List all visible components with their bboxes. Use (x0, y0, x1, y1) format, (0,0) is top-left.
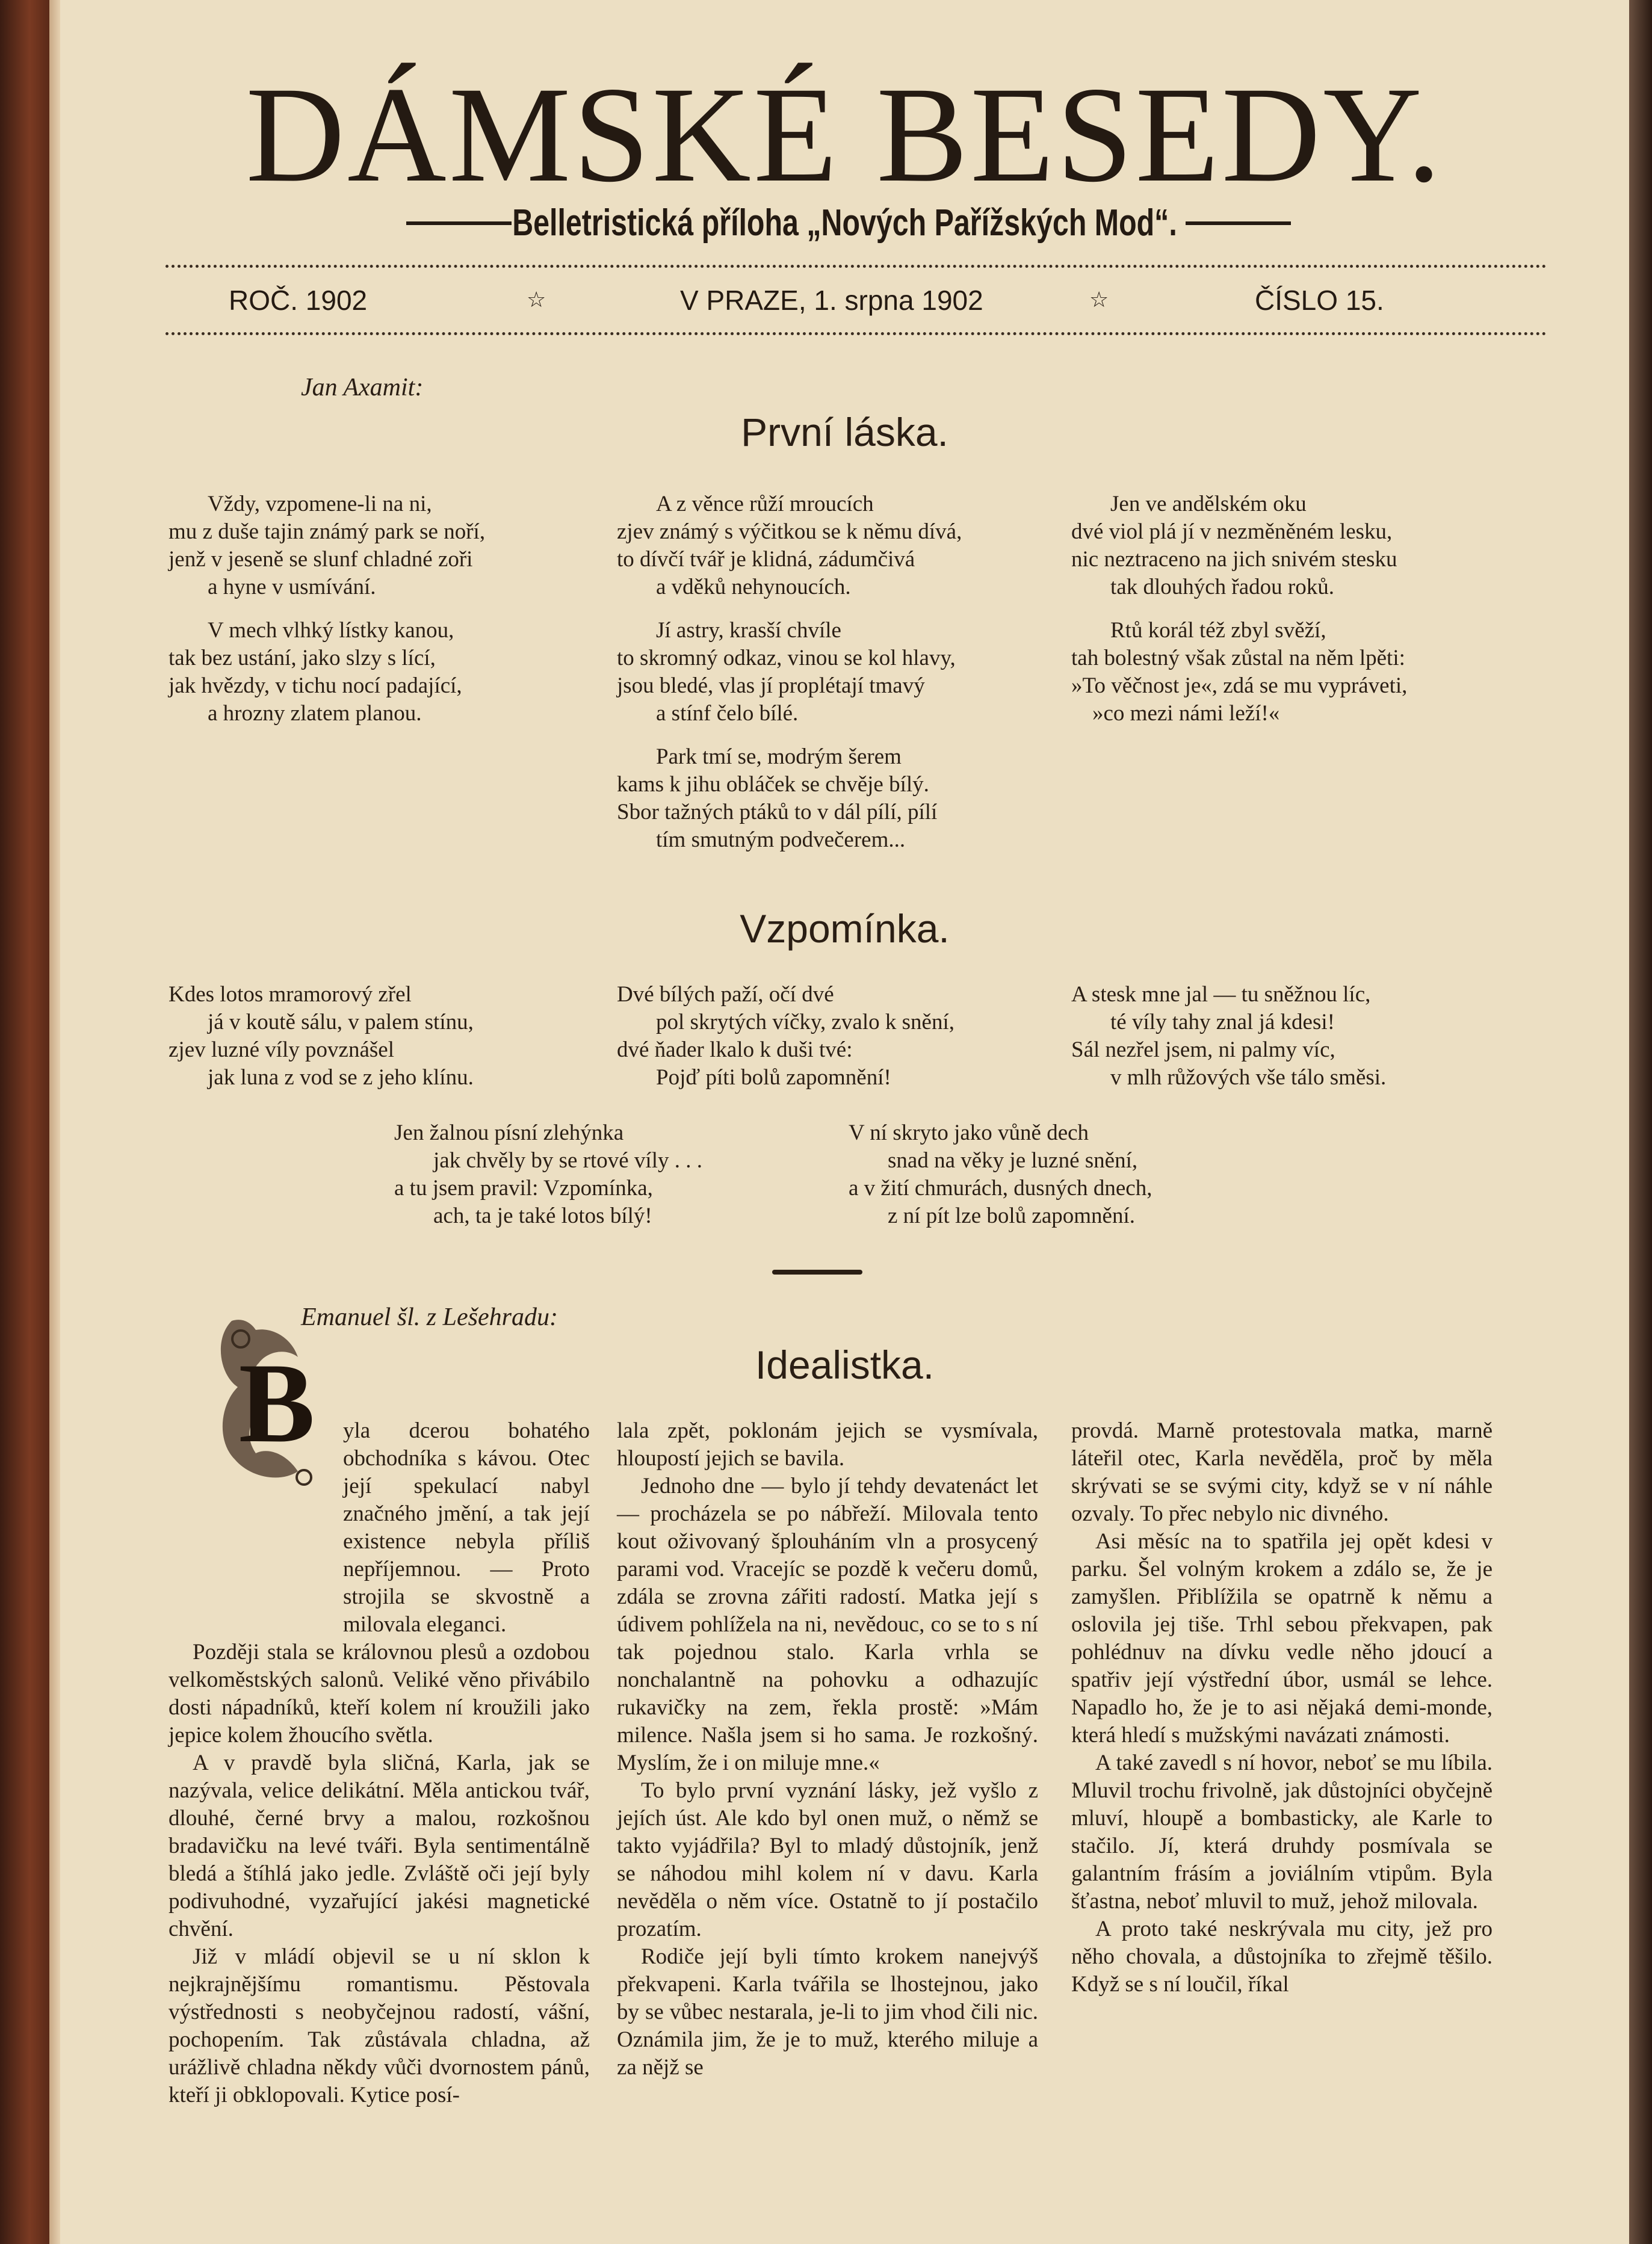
book-spine (0, 0, 49, 2244)
verse-line: Vždy, vzpomene-li na ni, (208, 492, 432, 516)
verse-line: v mlh růžových vše tálo směsi. (1110, 1065, 1387, 1090)
poem2-column-5 (849, 1119, 1152, 1230)
verse-line: jak luna z vod se z jeho klínu. (208, 1065, 474, 1090)
story-column-3 (1071, 1417, 1493, 1998)
story-column-1 (169, 1417, 590, 2109)
verse-line: Kdes lotos mramorový zřel (169, 982, 412, 1007)
verse-line: té víly tahy znal já kdesi! (1110, 1010, 1335, 1034)
issue-number: ČÍSLO 15. (1255, 285, 1384, 316)
verse-line: zjev luzné víly povznášel (169, 1037, 395, 1062)
verse-line: a v žití chmurách, dusných dnech, (849, 1176, 1152, 1201)
verse-line: zjev známý s výčitkou se k němu dívá, (617, 519, 962, 544)
star-icon: ☆ (1089, 288, 1109, 312)
verse-line: to skromný odkaz, vinou se kol hlavy, (617, 646, 956, 670)
newspaper-page (60, 0, 1629, 2244)
paragraph: Již v mládí objevil se u ní sklon k nejkrajnějšímu romantismu. Pěstovala výstřednosti s neobyčejnou radostí, vášní, pochopením. Tak zůstávala chladna, až urážlivě chladna někdy vůči dvornostem pánů, kteří ji obklopovali. Kytice posí- (169, 1944, 590, 2107)
story-author: Emanuel šl. z Lešehradu: (301, 1303, 558, 1331)
paragraph: Rodiče její byli tímto krokem nanejvýš překvapeni. Karla tvářila se lhostejnou, jako by se vůbec nestarala, je-li to jim vhod čili nic. Oznámila jim, že je to muž, kterého miluje a za nějž se (617, 1944, 1038, 2080)
issue-year: ROČ. 1902 (229, 285, 368, 316)
poem1-column-2 (617, 490, 962, 854)
paragraph: A v pravdě byla sličná, Karla, jak se nazývala, velice delikátní. Měla antickou tvář, dlouhé, černé brvy a malou, rozkošnou bradavičku na levé tváři. Byla sentimentálně bledá a štíhlá jako jedle. Zvláště oči její byly podivuhodné, vyzařující jakési magnetické chvění. (169, 1751, 590, 1941)
verse-line: tah bolestný však zůstal na něm lpěti: (1071, 646, 1405, 670)
verse-line: A z věnce růží mroucích (656, 492, 874, 516)
verse-line: Sál nezřel jsem, ni palmy víc, (1071, 1037, 1335, 1062)
paragraph: provdá. Marně protestovala matka, marně láteřil otec, Karla nevěděla, proč by měla skrývati se se svými city, když se v ní náhle ozvaly. To přec nebylo nic divného. (1071, 1418, 1493, 1526)
subtitle: Belletristická příloha „Nových Pařížských Mod“. (512, 202, 1177, 244)
poem2-column-2 (617, 981, 954, 1092)
verse-line: jenž v jeseně se slunf chladné zoři (169, 547, 473, 572)
verse-line: nic neztraceno na jich snivém stesku (1071, 547, 1397, 572)
paragraph: A také zavedl s ní hovor, neboť se mu líbila. Mluvil trochu frivolně, jak důstojníci obyčejně mluví, hloupě a bombasticky, ale Karle to stačilo. Jí, která druhdy posmívala se galantním frásím a joviálním vtipům. Byla šťastna, neboť mluvil to muž, jehož milovala. (1071, 1751, 1493, 1914)
verse-line: snad na věky je luzné snění, (888, 1148, 1138, 1173)
verse-line: V mech vlhký lístky kanou, (208, 618, 454, 643)
verse-line: jak hvězdy, v tichu nocí padající, (169, 673, 462, 698)
verse-line: jak chvěly by se rtové víly . . . (433, 1148, 702, 1173)
verse-line: »co mezi námi leží!« (1092, 701, 1280, 726)
paragraph: To bylo první vyznání lásky, jež vyšlo z jejích úst. Ale kdo byl onen muž, o němž se takto vyjádřila? Byl to mladý důstojník, jenž se náhodou mihl kolem ní v davu. Karla nevěděla o něm více. Ostatně to jí postačilo prozatím. (617, 1778, 1038, 1941)
verse-line: Dvé bílých paží, očí dvé (617, 982, 834, 1007)
verse-line: V ní skryto jako vůně dech (849, 1120, 1089, 1145)
paragraph: lala zpět, poklonám jejich se vysmívala, hloupostí jejich se bavila. (617, 1418, 1038, 1471)
drop-cap-letter: B (238, 1340, 315, 1467)
bottom-dotted-rule (166, 332, 1547, 335)
top-dotted-rule (166, 265, 1547, 268)
right-flourish (1186, 221, 1291, 225)
verse-line: Pojď píti bolů zapomnění! (656, 1065, 891, 1090)
verse-line: kams k jihu obláček se chvěje bílý. (617, 772, 929, 797)
paragraph: Asi měsíc na to spatřila jej opět kdesi v parku. Šel volným krokem a zdálo se, že je zamyšlen. Přiblížila se opatrně k němu a oslovila jej tiše. Trhl sebou překvapen, pak pohlédnuv na dívku vedle něho jdoucí a spatřiv její výstřední úbor, usmál se lehce. Napadlo ho, že je to asi nějaká demi-monde, která hledí s mužskými navázati známosti. (1071, 1529, 1493, 1748)
poem1-author: Jan Axamit: (301, 374, 424, 401)
verse-line: pol skrytých víčky, zvalo k snění, (656, 1010, 954, 1034)
verse-line: já v koutě sálu, v palem stínu, (208, 1010, 474, 1034)
issue-place-date: V PRAZE, 1. srpna 1902 (680, 285, 983, 316)
verse-line: a vděků nehynoucích. (656, 575, 851, 599)
paragraph: A proto také neskrývala mu city, jež pro něho chovala, a důstojníka to zřejmě těšilo. Když se s ní loučil, říkal (1071, 1917, 1493, 1997)
verse-line: Jen ve andělském oku (1110, 492, 1307, 516)
verse-line: Jen žalnou písní zlehýnka (394, 1120, 624, 1145)
verse-line: z ní pít lze bolů zapomnění. (888, 1204, 1135, 1228)
verse-line: »To věčnost je«, zdá se mu vypráveti, (1071, 673, 1408, 698)
verse-line: tak dlouhých řadou roků. (1110, 575, 1334, 599)
verse-line: a hrozny zlatem planou. (208, 701, 422, 726)
poem1-column-3 (1071, 490, 1407, 728)
verse-line: tím smutným podvečerem... (656, 827, 906, 852)
verse-line: A stesk mne jal — tu sněžnou líc, (1071, 982, 1371, 1007)
verse-line: Jí astry, krasší chvíle (656, 618, 841, 643)
verse-line: a hyne v usmívání. (208, 575, 376, 599)
section-separator (772, 1270, 862, 1275)
poem2-column-4 (394, 1119, 702, 1230)
verse-line: tak bez ustání, jako slzy s lící, (169, 646, 436, 670)
story-title: Idealistka. (755, 1343, 935, 1387)
paragraph: Později stala se královnou plesů a ozdobou velkoměstských salonů. Veliké věno přivábilo dosti nápadníků, kteří kolem ní kroužili jako jepice kolem žhoucího světla. (169, 1640, 590, 1748)
masthead-title: DÁMSKÉ BESEDY. (246, 59, 1444, 211)
poem2-column-1 (169, 981, 474, 1092)
verse-line: dvé ňader lkalo k duši tvé: (617, 1037, 853, 1062)
verse-line: Sbor tažných ptáků to v dál pílí, pílí (617, 800, 938, 824)
verse-line: ach, ta je také lotos bílý! (433, 1204, 652, 1228)
paragraph: Jednoho dne — bylo jí tehdy devatenáct let — procházela se po nábřeží. Milovala tento kout oživovaný šplouháním vln a prosycený parami vod. Vracejíc se pozdě k večeru domů, zdála se zrovna zářiti radostí. Matka její s údivem pohlížela na ni, nevědouc, co se to s ní tak pojednou stalo. Karla vrhla se nonchalantně na pohovku a odhazujíc rukavičky na zem, řekla prostě: »Mám milence. Našla jsem si ho sama. Je rozkošný. Myslím, že i on miluje mne.« (617, 1474, 1038, 1775)
verse-line: to dívčí tvář je klidná, zádumčivá (617, 547, 915, 572)
verse-line: jsou bledé, vlas jí proplétají tmavý (617, 673, 925, 698)
poem2-column-3 (1071, 981, 1386, 1092)
right-page-edge (1629, 0, 1652, 2244)
paragraph: yla dcerou bohatého obchodníka s kávou. Otec její spekulací nabyl značného jmění, a tak její existence nebyla příliš nepříjemnou. — Proto strojila se skvostně a milovala eleganci. (343, 1418, 590, 1637)
verse-line: a stínf čelo bílé. (656, 701, 799, 726)
verse-line: Park tmí se, modrým šerem (656, 744, 902, 769)
star-icon: ☆ (527, 288, 546, 312)
poem2-title: Vzpomínka. (740, 906, 950, 951)
verse-line: a tu jsem pravil: Vzpomínka, (394, 1176, 653, 1201)
verse-line: mu z duše tajin známý park se noří, (169, 519, 486, 544)
poem1-title: První láska. (741, 410, 948, 454)
verse-line: dvé viol plá jí v nezměněném lesku, (1071, 519, 1393, 544)
story-column-2 (617, 1417, 1038, 2082)
poem1-column-1 (169, 490, 485, 728)
page-edge (49, 0, 61, 2244)
verse-line: Rtů korál též zbyl svěží, (1110, 618, 1326, 643)
